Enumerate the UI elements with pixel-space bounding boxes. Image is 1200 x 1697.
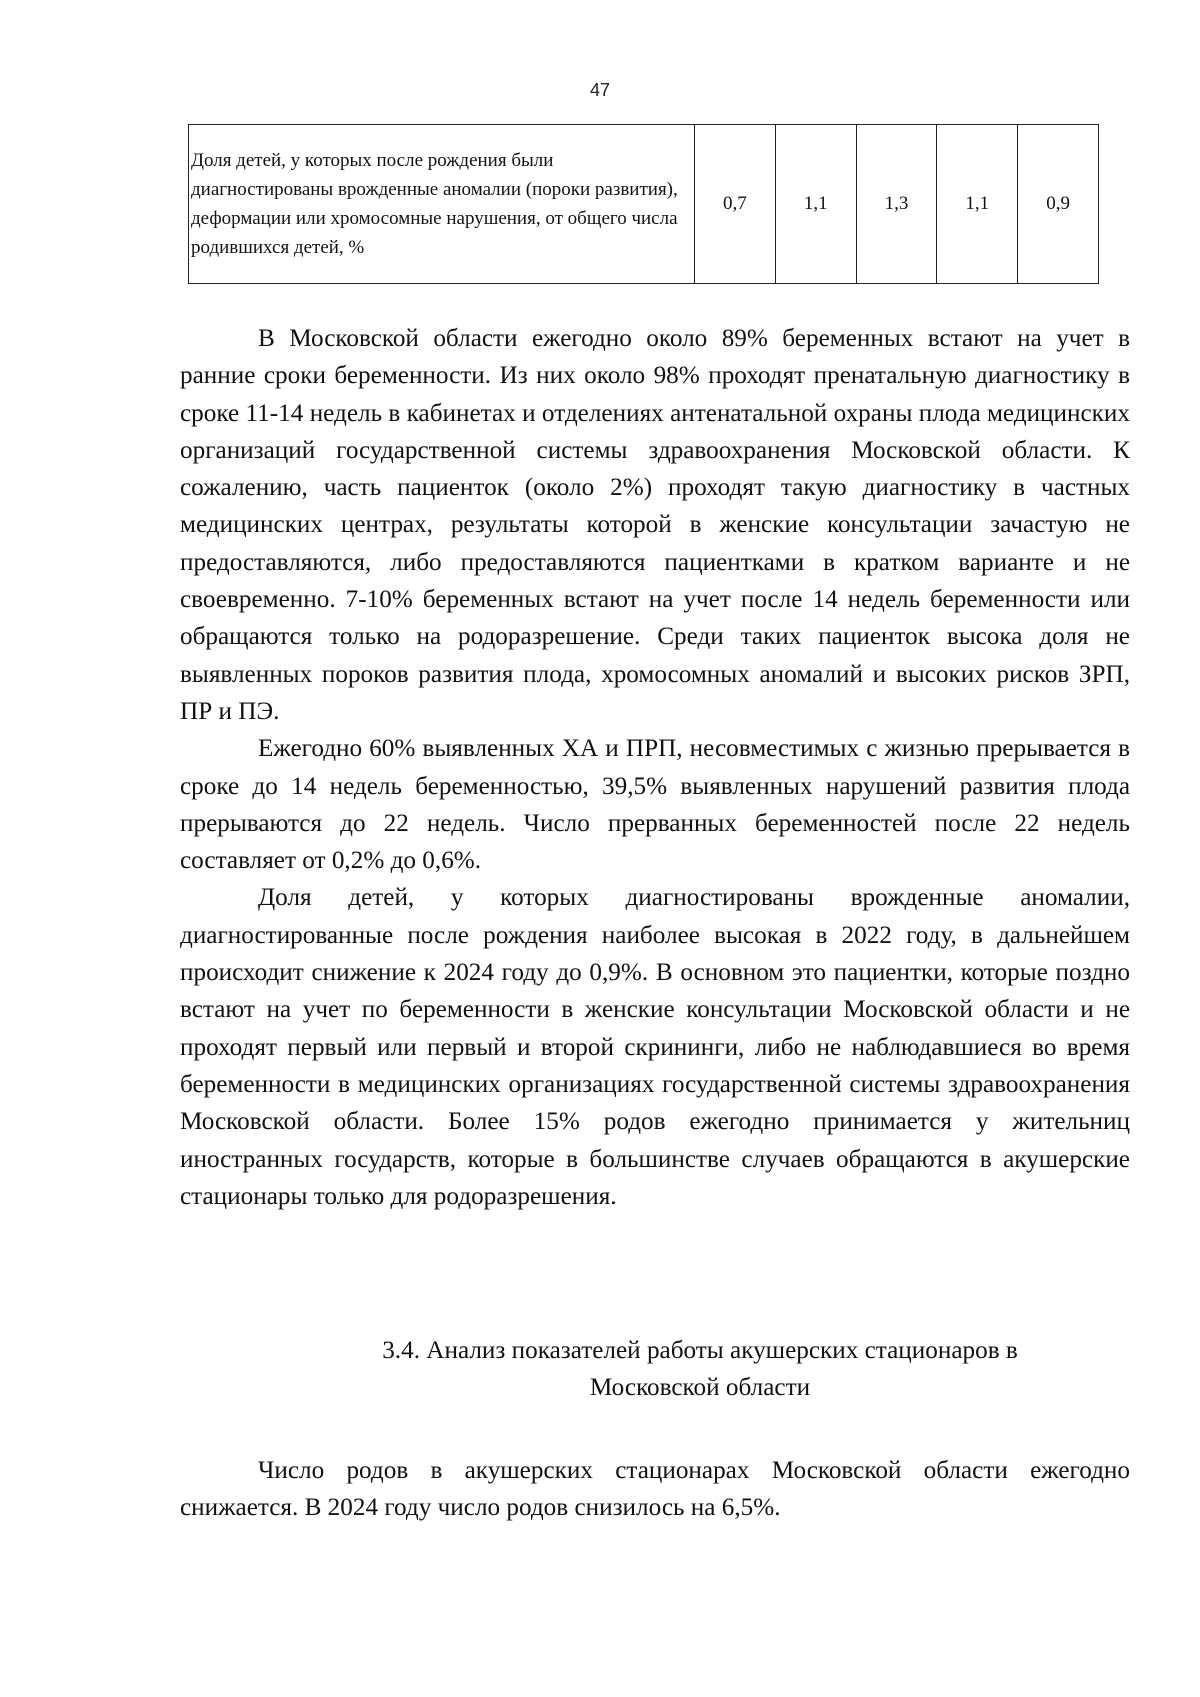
page-number: 47 xyxy=(589,80,611,100)
table-row xyxy=(189,125,1099,284)
body-text xyxy=(180,320,1130,1215)
value-cell: 1,3 xyxy=(856,125,937,284)
body-text xyxy=(180,1452,1130,1527)
indicator-label: Доля детей, у которых после рождения были диагностированы врожденные аномалии (пороки развития), деформации или хромосомные нарушения, от общего числа родившихся детей, % xyxy=(189,125,695,284)
paragraph: Ежегодно 60% выявленных ХА и ПРП, несовместимых с жизнью прерывается в сроке до 14 недель беременностью, 39,5% выявленных нарушений развития плода прерываются до 22 недель. Число прерванных беременностей после 22 недель составляет от 0,2% до 0,6%. xyxy=(180,735,1130,875)
section-heading-line: Московской области xyxy=(589,1374,811,1402)
paragraph: Доля детей, у которых диагностированы врожденные аномалии, диагностированные после рождения наиболее высокая в 2022 году, в дальнейшем происходит снижение к 2024 году до 0,9%. В основном это пациентки, которые поздно встают на учет по беременности в женские консультации Московской области и не проходят первый или первый и второй скрининги, либо не наблюдавшиеся во время беременности в медицинских организациях государственной системы здравоохранения Московской области. Более 15% родов ежегодно принимается у жительниц иностранных государств, которые в большинстве случаев обращаются в акушерские стационары только для родоразрешения. xyxy=(180,884,1130,1210)
indicator-table xyxy=(188,124,1099,284)
value-cell: 0,7 xyxy=(695,125,776,284)
value-cell: 1,1 xyxy=(775,125,856,284)
paragraph: В Московской области ежегодно около 89% беременных встают на учет в ранние сроки беременности. Из них около 98% проходят пренатальную диагностику в сроке 11-14 недель в кабинетах и отделениях антенатальной охраны плода медицинских организаций государственной системы здравоохранения Московской области. К сожалению, часть пациенток (около 2%) проходят такую диагностику в частных медицинских центрах, результаты которой в женские консультации зачастую не предоставляются, либо предоставляются пациентками в кратком варианте и не своевременно. 7-10% беременных встают на учет после 14 недель беременности или обращаются только на родоразрешение. Среди таких пациенток высока доля не выявленных пороков развития плода, хромосомных аномалий и высоких рисков ЗРП, ПР и ПЭ. xyxy=(180,325,1130,725)
section-heading-line: 3.4. Анализ показателей работы акушерских стационаров в xyxy=(382,1337,1018,1364)
section-heading xyxy=(300,1332,1100,1407)
paragraph: Число родов в акушерских стационарах Московской области ежегодно снижается. В 2024 году число родов снизилось на 6,5%. xyxy=(180,1457,1130,1522)
value-cell: 1,1 xyxy=(937,125,1018,284)
value-cell: 0,9 xyxy=(1018,125,1099,284)
